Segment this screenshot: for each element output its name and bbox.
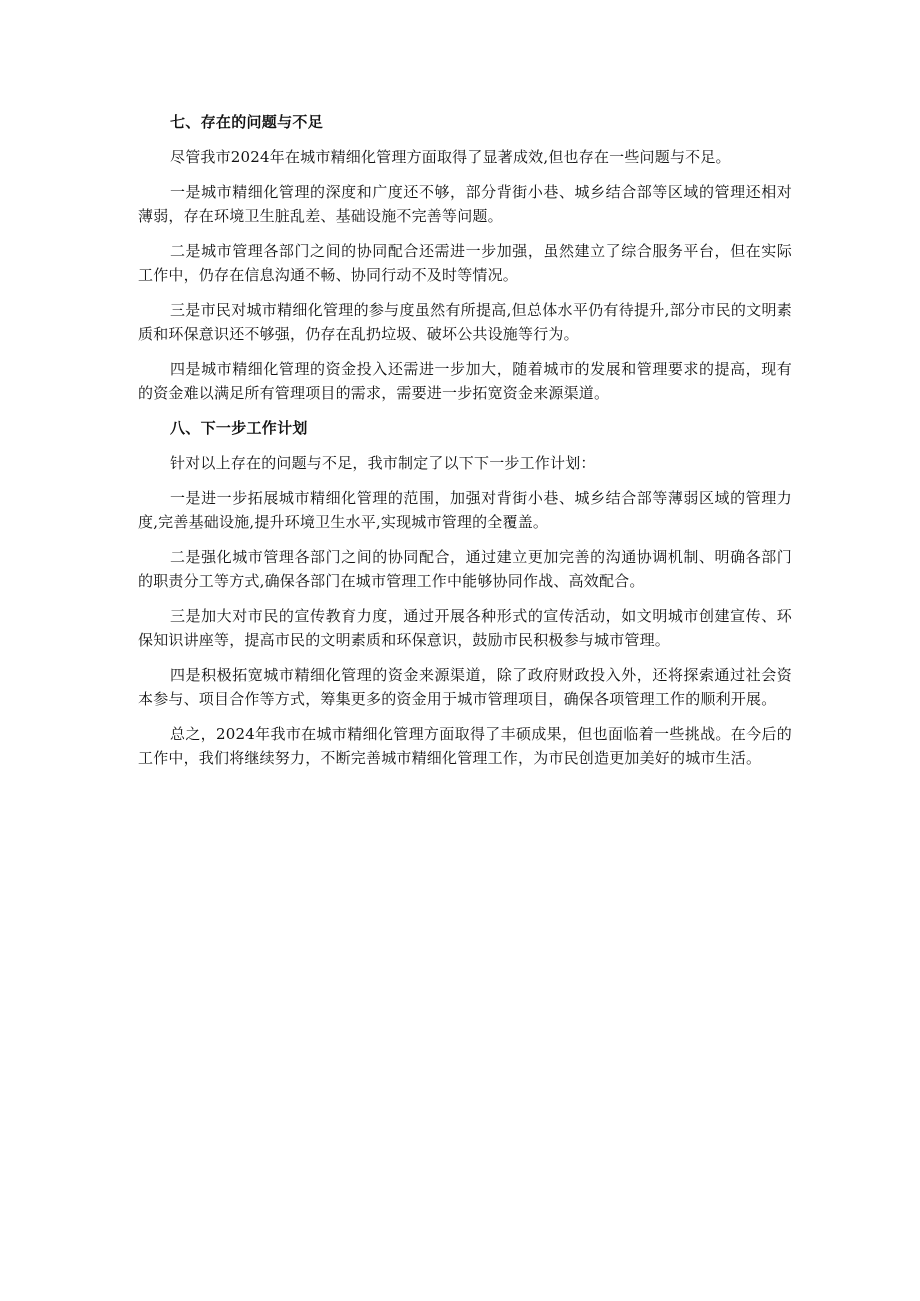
paragraph-plan-4: 四是积极拓宽城市精细化管理的资金来源渠道，除了政府财政投入外，还将探索通过社会资本参与、项目合作等方式，筹集更多的资金用于城市管理项目，确保各项管理工作的顺利开展。 xyxy=(138,666,792,708)
paragraph-problem-1: 一是城市精细化管理的深度和广度还不够，部分背街小巷、城乡结合部等区域的管理还相对薄弱，存在环境卫生脏乱差、基础设施不完善等问题。 xyxy=(138,183,792,225)
paragraph-plan-1: 一是进一步拓展城市精细化管理的范围，加强对背街小巷、城乡结合部等薄弱区域的管理力度,完善基础设施,提升环境卫生水平,实现城市管理的全覆盖。 xyxy=(138,489,792,531)
paragraph-plan-intro: 针对以上存在的问题与不足，我市制定了以下下一步工作计划： xyxy=(170,454,596,472)
section-heading-problems: 七、存在的问题与不足 xyxy=(170,113,324,131)
paragraph-problem-2: 二是城市管理各部门之间的协同配合还需进一步加强，虽然建立了综合服务平台，但在实际工作中，仍存在信息沟通不畅、协同行动不及时等情况。 xyxy=(138,242,792,284)
document-page xyxy=(138,110,792,781)
paragraph-problem-4: 四是城市精细化管理的资金投入还需进一步加大，随着城市的发展和管理要求的提高，现有的资金难以满足所有管理项目的需求，需要进一步拓宽资金来源渠道。 xyxy=(138,360,792,402)
paragraph-plan-3: 三是加大对市民的宣传教育力度，通过开展各种形式的宣传活动，如文明城市创建宣传、环保知识讲座等，提高市民的文明素质和环保意识，鼓励市民积极参与城市管理。 xyxy=(138,607,792,649)
paragraph-problems-intro: 尽管我市2024年在城市精细化管理方面取得了显著成效,但也存在一些问题与不足。 xyxy=(170,148,731,166)
section-heading-next-steps: 八、下一步工作计划 xyxy=(170,419,308,437)
paragraph-problem-3: 三是市民对城市精细化管理的参与度虽然有所提高,但总体水平仍有待提升,部分市民的文明素质和环保意识还不够强，仍存在乱扔垃圾、破坏公共设施等行为。 xyxy=(138,301,792,343)
paragraph-plan-2: 二是强化城市管理各部门之间的协同配合，通过建立更加完善的沟通协调机制、明确各部门的职责分工等方式,确保各部门在城市管理工作中能够协同作战、高效配合。 xyxy=(138,548,792,590)
paragraph-conclusion: 总之，2024年我市在城市精细化管理方面取得了丰硕成果，但也面临着一些挑战。在今后的工作中，我们将继续努力，不断完善城市精细化管理工作，为市民创造更加美好的城市生活。 xyxy=(138,725,792,767)
